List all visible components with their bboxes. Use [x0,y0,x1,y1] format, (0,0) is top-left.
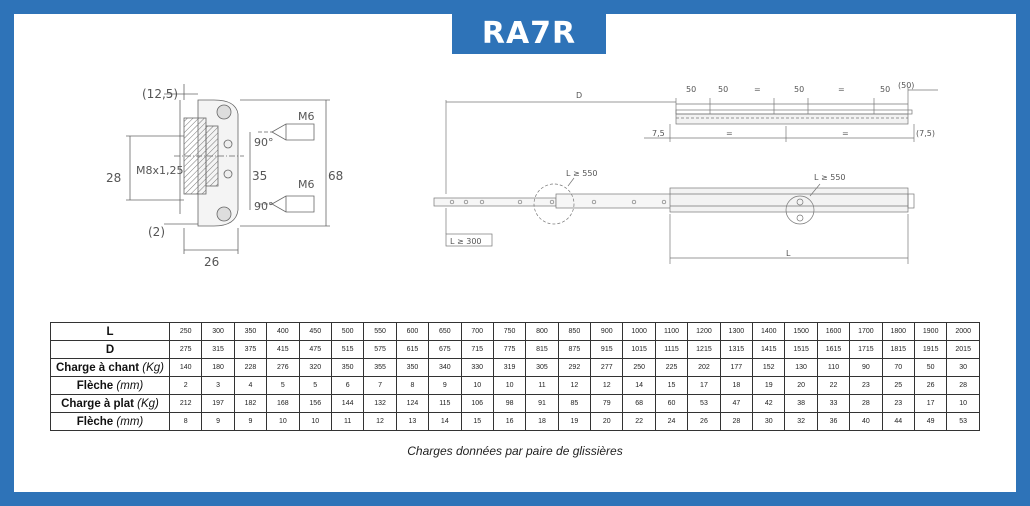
table-cell: 350 [331,359,363,377]
table-cell: 8 [170,413,202,431]
table-cell: 228 [234,359,266,377]
table-cell: 20 [785,377,817,395]
table-cell: 168 [267,395,299,413]
table-row [51,413,980,431]
table-cell: 19 [558,413,590,431]
table-cell: 775 [493,341,525,359]
row-label: Charge à plat [61,397,134,410]
table-cell: 600 [396,323,428,341]
dim-50-label-1: 50 [686,85,697,94]
table-cell: 24 [655,413,687,431]
table-cell: 30 [753,413,785,431]
table-cell: 12 [558,377,590,395]
table-cell: 340 [429,359,461,377]
table-cell: 115 [429,395,461,413]
slide-side-view-drawing [434,178,914,264]
dim-7-5-paren-label: (7,5) [916,129,935,138]
row-header [51,413,170,431]
table-cell: 575 [364,341,396,359]
dim-eq-label-2: = [838,85,845,94]
table-cell: 700 [461,323,493,341]
table-cell: 1815 [882,341,914,359]
table-cell: 330 [461,359,493,377]
table-cell: 250 [623,359,655,377]
table-cell: 16 [493,413,525,431]
table-cell: 2000 [947,323,980,341]
dim-50-label-4: 50 [880,85,891,94]
row-header [51,395,170,413]
table-row [51,359,980,377]
table-cell: 15 [461,413,493,431]
dim-L-300-label: L ≥ 300 [450,237,482,246]
table-cell: 1600 [817,323,849,341]
table-cell: 15 [655,377,687,395]
dim-thread-label: M8x1,25 [136,164,184,177]
table-cell: 10 [299,413,331,431]
row-unit: (mm) [116,379,144,392]
dim-50-label-3: 50 [794,85,805,94]
table-cell: 140 [170,359,202,377]
technical-drawing [14,14,1016,314]
table-cell: 900 [591,323,623,341]
dim-50-paren-label: (50) [898,81,915,90]
table-cell: 415 [267,341,299,359]
table-cell: 50 [914,359,946,377]
row-unit: (mm) [116,415,144,428]
dim-eq-label-4: = [842,129,849,138]
table-cell: 292 [558,359,590,377]
table-cell: 319 [493,359,525,377]
dim-width-label: 26 [204,255,220,269]
table-cell: 1415 [753,341,785,359]
table-cell: 300 [202,323,234,341]
table-cell: 14 [623,377,655,395]
table-cell: 19 [753,377,785,395]
table-row [51,341,980,359]
table-cell: 8 [396,377,428,395]
table-cell: 320 [299,359,331,377]
table-cell: 500 [331,323,363,341]
dim-eq-label-1: = [754,85,761,94]
table-caption: Charges données par paire de glissières [407,444,623,458]
table-cell: 915 [591,341,623,359]
table-cell: 28 [720,413,752,431]
load-specification-table [50,322,980,431]
row-unit: (Kg) [137,397,159,410]
table-cell: 47 [720,395,752,413]
table-cell: 40 [850,413,882,431]
table-cell: 1900 [914,323,946,341]
row-header [51,377,170,395]
table-cell: 2015 [947,341,980,359]
table-cell: 79 [591,395,623,413]
table-cell: 1015 [623,341,655,359]
table-cell: 28 [850,395,882,413]
table-cell: 124 [396,395,428,413]
table-cell: 12 [591,377,623,395]
dim-eq-label-3: = [726,129,733,138]
table-cell: 25 [882,377,914,395]
table-cell: 36 [817,413,849,431]
product-title: RA7R [452,14,606,54]
table-cell: 177 [720,359,752,377]
dim-center-label: 35 [252,169,268,183]
spec-sheet-page [14,14,1016,492]
table-cell: 68 [623,395,655,413]
table-cell: 11 [331,413,363,431]
table-cell: 1615 [817,341,849,359]
table-cell: 23 [850,377,882,395]
table-cell: 110 [817,359,849,377]
table-cell: 1400 [753,323,785,341]
table-cell: 815 [526,341,558,359]
screw-thread-bottom-label: M6 [298,178,315,191]
table-cell: 276 [267,359,299,377]
table-cell: 17 [914,395,946,413]
table-cell: 1115 [655,341,687,359]
table-cell: 85 [558,395,590,413]
table-cell: 130 [785,359,817,377]
table-cell: 9 [202,413,234,431]
dim-L-label: L [786,249,791,258]
table-cell: 6 [331,377,363,395]
table-cell: 1700 [850,323,882,341]
table-cell: 7 [364,377,396,395]
table-cell: 375 [234,341,266,359]
table-cell: 615 [396,341,428,359]
table-cell: 9 [429,377,461,395]
table-cell: 14 [429,413,461,431]
table-cell: 1000 [623,323,655,341]
table-cell: 18 [720,377,752,395]
table-row [51,323,980,341]
table-cell: 5 [267,377,299,395]
table-cell: 250 [170,323,202,341]
table-cell: 11 [526,377,558,395]
table-cell: 10 [947,395,980,413]
table-cell: 38 [785,395,817,413]
table-cell: 1100 [655,323,687,341]
row-header [51,323,170,341]
table-cell: 49 [914,413,946,431]
table-cell: 750 [493,323,525,341]
table-cell: 53 [947,413,980,431]
table-cell: 90 [850,359,882,377]
table-cell: 515 [331,341,363,359]
dim-7-5-label: 7,5 [652,129,665,138]
dim-L-550-label-1: L ≥ 550 [566,169,598,178]
table-cell: 355 [364,359,396,377]
table-cell: 106 [461,395,493,413]
table-cell: 28 [947,377,980,395]
dim-top-label: (12,5) [142,87,179,101]
table-cell: 10 [267,413,299,431]
table-cell: 132 [364,395,396,413]
table-cell: 875 [558,341,590,359]
dim-height-left-label: 28 [106,171,122,185]
table-cell: 9 [234,413,266,431]
table-cell: 1215 [688,341,720,359]
table-cell: 315 [202,341,234,359]
table-cell: 4 [234,377,266,395]
table-cell: 277 [591,359,623,377]
row-header [51,359,170,377]
screw-angle-top-label: 90° [254,136,274,149]
table-cell: 675 [429,341,461,359]
table-cell: 202 [688,359,720,377]
table-cell: 70 [882,359,914,377]
table-cell: 26 [914,377,946,395]
table-cell: 98 [493,395,525,413]
dim-D-label: D [576,91,583,100]
table-cell: 17 [688,377,720,395]
table-cell: 18 [526,413,558,431]
table-cell: 26 [688,413,720,431]
table-cell: 400 [267,323,299,341]
table-cell: 44 [882,413,914,431]
table-cell: 850 [558,323,590,341]
table-cell: 1715 [850,341,882,359]
row-unit: (Kg) [142,361,164,374]
row-label: Flèche [76,379,114,392]
table-cell: 275 [170,341,202,359]
table-cell: 197 [202,395,234,413]
table-cell: 800 [526,323,558,341]
slide-top-view-drawing [446,88,938,194]
table-cell: 1800 [882,323,914,341]
table-cell: 33 [817,395,849,413]
dim-height-right-label: 68 [328,169,344,183]
table-cell: 550 [364,323,396,341]
table-cell: 5 [299,377,331,395]
table-cell: 1300 [720,323,752,341]
table-cell: 32 [785,413,817,431]
table-cell: 156 [299,395,331,413]
table-cell: 1915 [914,341,946,359]
table-cell: 12 [364,413,396,431]
table-cell: 22 [817,377,849,395]
row-label: D [105,343,115,356]
dim-L-550-label-2: L ≥ 550 [814,173,846,182]
table-cell: 650 [429,323,461,341]
table-cell: 42 [753,395,785,413]
table-cell: 350 [396,359,428,377]
table-cell: 180 [202,359,234,377]
row-label: L [106,325,114,338]
table-cell: 10 [461,377,493,395]
row-label: Charge à chant [55,361,140,374]
table-cell: 10 [493,377,525,395]
table-cell: 144 [331,395,363,413]
table-cell: 715 [461,341,493,359]
table-cell: 1200 [688,323,720,341]
table-cell: 91 [526,395,558,413]
table-cell: 450 [299,323,331,341]
table-cell: 13 [396,413,428,431]
table-cell: 30 [947,359,980,377]
row-header [51,341,170,359]
table-cell: 212 [170,395,202,413]
table-cell: 22 [623,413,655,431]
table-cell: 3 [202,377,234,395]
table-cell: 225 [655,359,687,377]
table-cell: 475 [299,341,331,359]
table-cell: 1515 [785,341,817,359]
table-cell: 305 [526,359,558,377]
screw-thread-top-label: M6 [298,110,315,123]
table-cell: 350 [234,323,266,341]
dim-bottom-label: (2) [148,225,165,239]
slide-top-view-labels [576,81,935,138]
table-cell: 60 [655,395,687,413]
table-cell: 1500 [785,323,817,341]
table-cell: 1315 [720,341,752,359]
table-cell: 2 [170,377,202,395]
row-label: Flèche [76,415,114,428]
screw-angle-bottom-label: 90° [254,200,274,213]
table-cell: 53 [688,395,720,413]
dim-50-label-2: 50 [718,85,729,94]
table-cell: 23 [882,395,914,413]
table-cell: 20 [591,413,623,431]
table-cell: 152 [753,359,785,377]
table-cell: 182 [234,395,266,413]
table-row [51,377,980,395]
table-row [51,395,980,413]
